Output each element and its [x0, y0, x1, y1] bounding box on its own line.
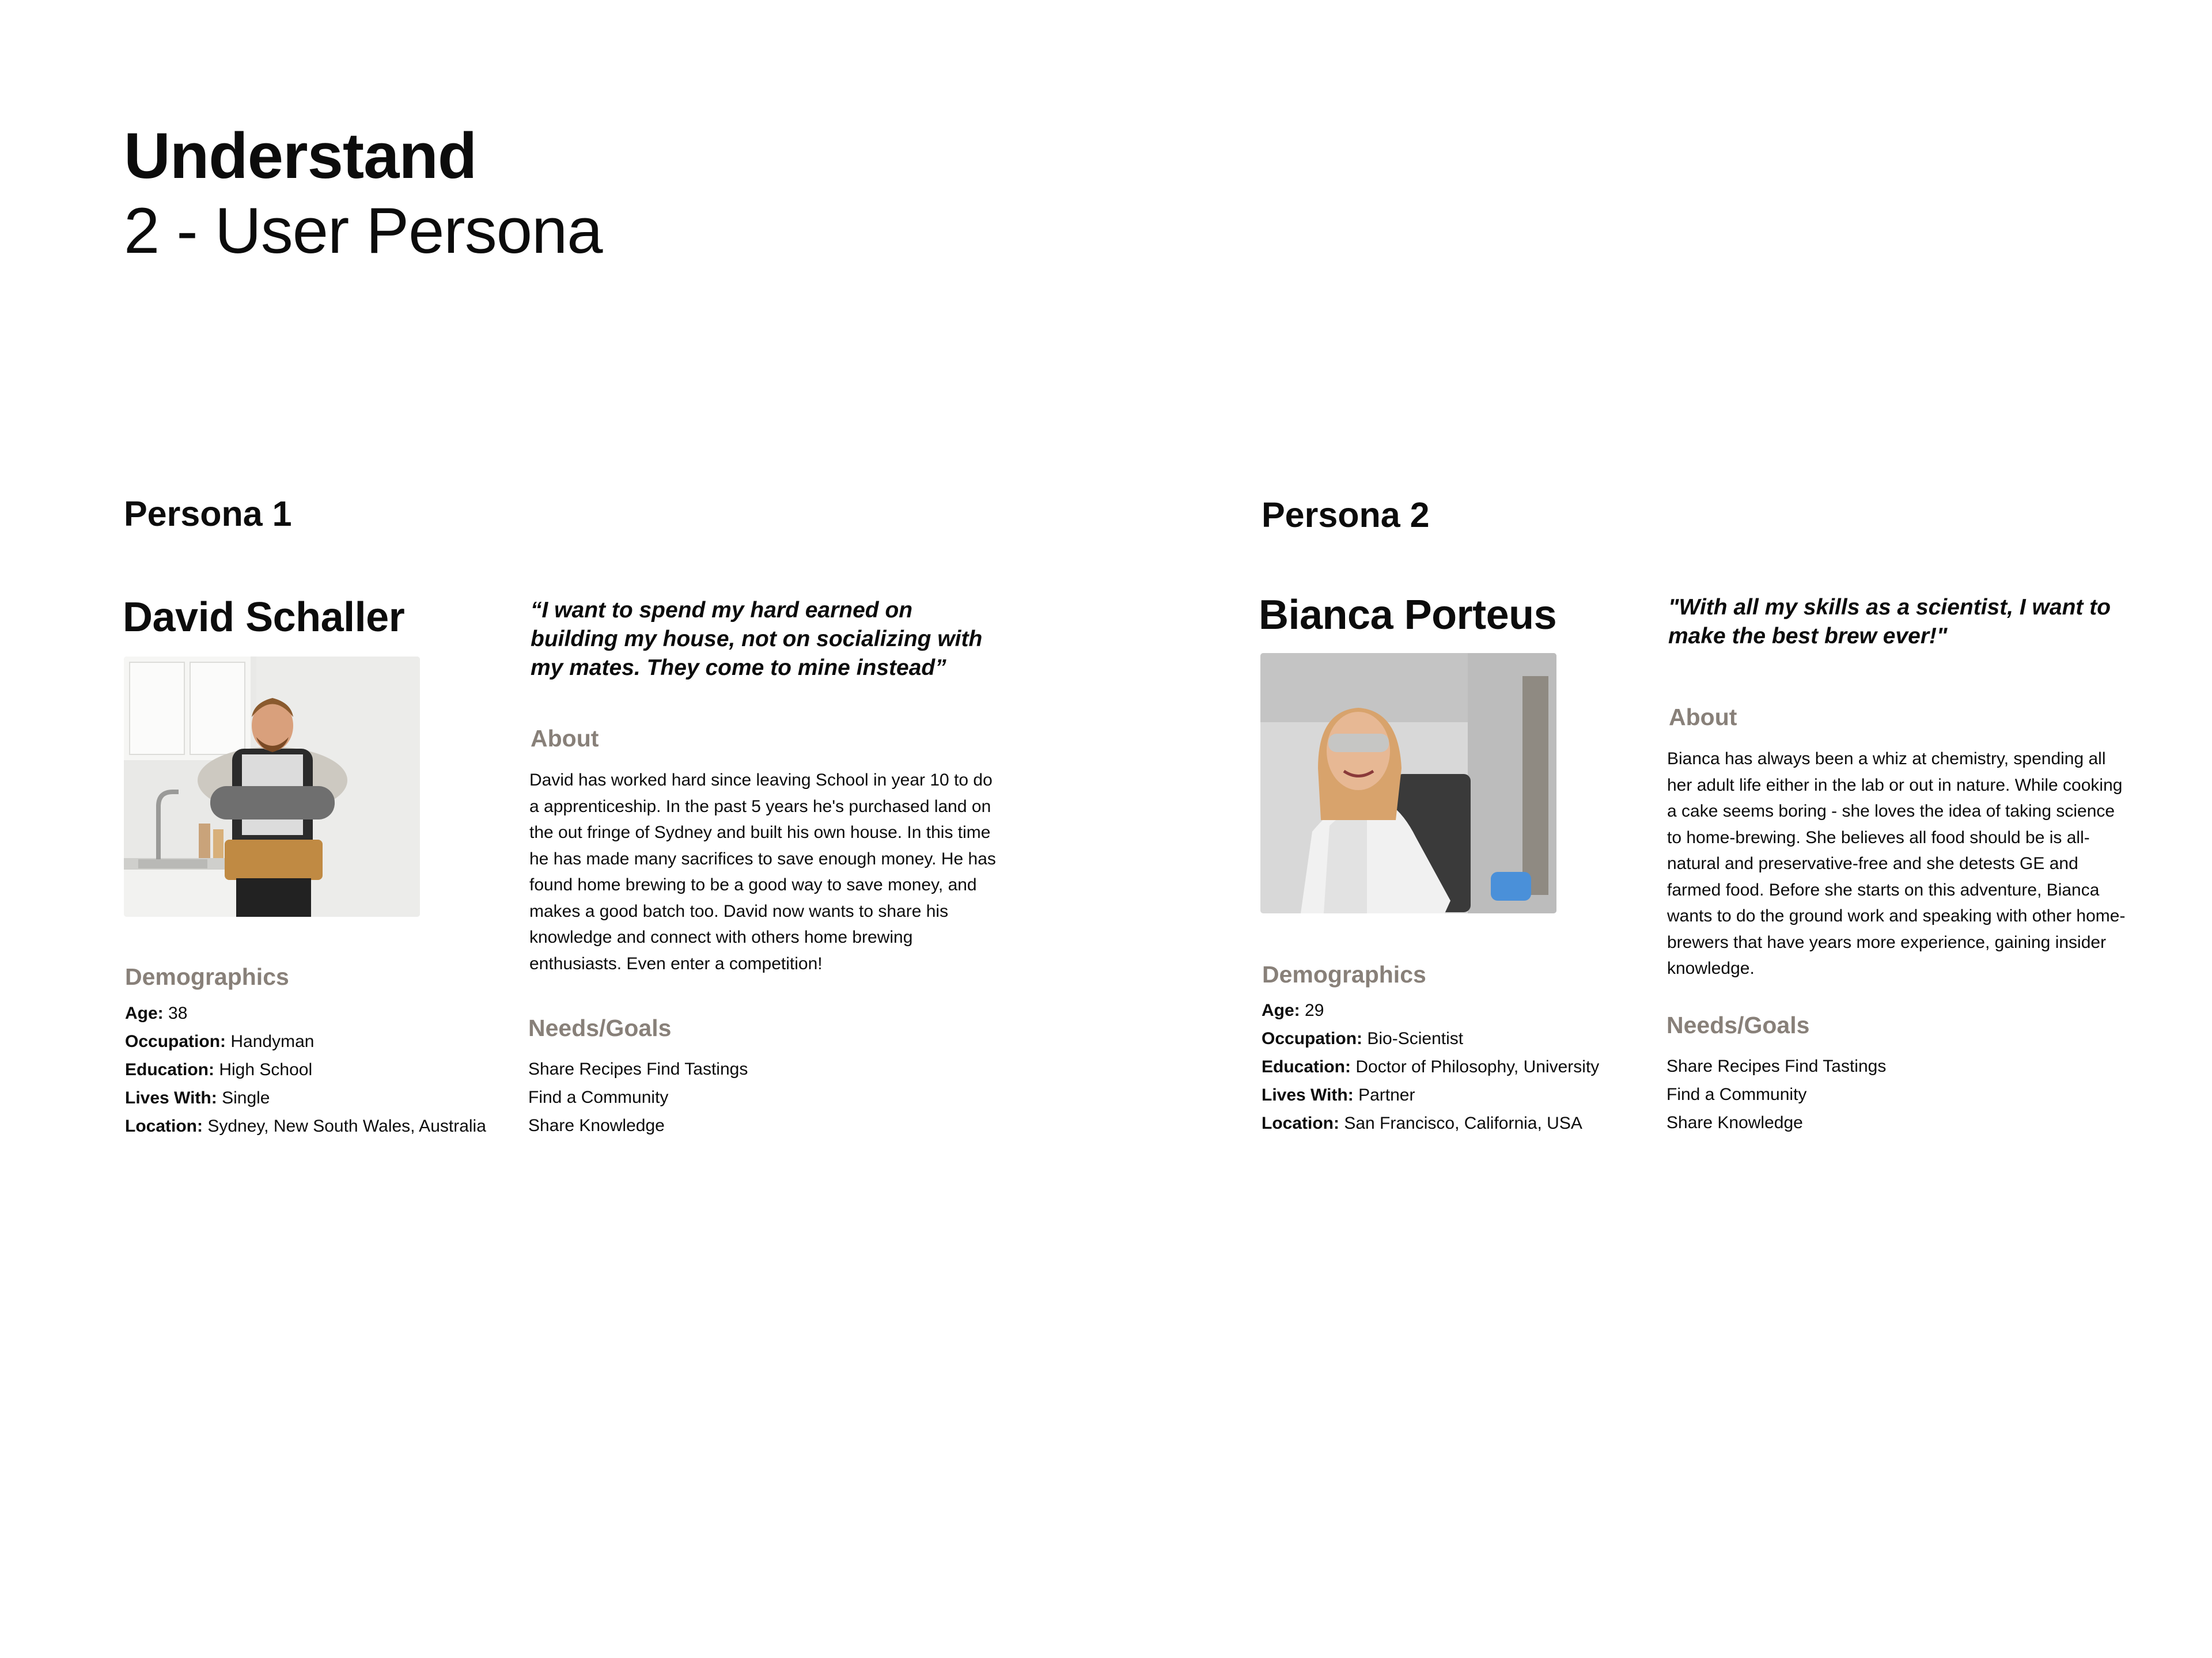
demographic-label: Location: [1262, 1114, 1339, 1133]
needs-item: Share Knowledge [528, 1116, 665, 1135]
demographic-value: 29 [1305, 1001, 1324, 1020]
persona-photo [1260, 653, 1556, 913]
about-text: David has worked hard since leaving School in year 10 to do a apprenticeship. In the past 5 years he's purchased land on the out fringe of Sydney and built his own house. In this time he has made many sacrifices to save enough money. He has found home brewing to be a good way to save money, and makes a good batch too. David now wants to share his knowledge and connect with others home brewing enthusiasts. Even enter a competition! [529, 771, 996, 973]
demographic-row [1262, 1081, 1599, 1109]
demographic-row [125, 1112, 486, 1140]
demographic-value: High School [219, 1060, 313, 1079]
demographic-label: Education: [1262, 1057, 1351, 1076]
needs-item: Find a Community [1666, 1085, 1807, 1104]
demographic-label: Lives With: [125, 1088, 217, 1107]
persona-photo [124, 657, 420, 917]
demographic-row [1262, 1109, 1599, 1137]
demographic-row [1262, 1025, 1599, 1053]
demographic-value: Bio-Scientist [1367, 1029, 1464, 1048]
demographic-label: Location: [125, 1117, 203, 1136]
page-title: Understand [124, 120, 477, 192]
needs-item: Share Recipes Find Tastings [528, 1060, 748, 1079]
demographic-row [1262, 1053, 1599, 1081]
needs-list [528, 1055, 748, 1140]
persona-quote: "With all my skills as a scientist, I want to make the best brew ever!" [1668, 595, 2111, 648]
needs-heading: Needs/Goals [528, 1015, 672, 1041]
persona-name: Bianca Porteus [1259, 592, 1557, 638]
persona-label: Persona 1 [124, 494, 292, 533]
persona-quote: “I want to spend my hard earned on building my house, not on socializing with my mates. They come to mine instead” [531, 598, 983, 680]
demographic-value: San Francisco, California, USA [1344, 1114, 1582, 1133]
demographic-value: Doctor of Philosophy, University [1355, 1057, 1600, 1076]
demographics-list [125, 999, 486, 1140]
needs-heading: Needs/Goals [1666, 1012, 1810, 1038]
demographic-row [125, 1056, 486, 1084]
demographic-value: 38 [168, 1004, 188, 1023]
demographic-row [125, 999, 486, 1027]
about-heading: About [531, 725, 599, 752]
persona-label: Persona 2 [1262, 495, 1430, 534]
demographic-value: Single [222, 1088, 270, 1107]
demographic-label: Age: [1262, 1001, 1300, 1020]
demographics-heading: Demographics [125, 963, 289, 990]
needs-item: Find a Community [528, 1088, 669, 1107]
demographic-row [1262, 996, 1599, 1025]
demographic-row [125, 1027, 486, 1056]
demographic-value: Sydney, New South Wales, Australia [207, 1117, 486, 1136]
needs-item: Share Knowledge [1666, 1113, 1803, 1132]
persona-name: David Schaller [123, 594, 405, 640]
needs-list [1666, 1052, 1886, 1137]
about-text: Bianca has always been a whiz at chemistry, spending all her adult life either in the lab or out in nature. While cooking a cake seems boring - she loves the idea of taking science to home-brewing. She believes all food should be is all-natural and preservative-free and she detests GE and farmed food. Before she starts on this adventure, Bianca wants to do the ground work and speaking with other home-brewers that have years more experience, gaining insider knowledge. [1667, 749, 2126, 978]
demographic-label: Occupation: [1262, 1029, 1363, 1048]
demographics-list [1262, 996, 1599, 1137]
needs-item: Share Recipes Find Tastings [1666, 1057, 1887, 1076]
demographic-label: Occupation: [125, 1032, 226, 1051]
demographic-value: Partner [1358, 1086, 1415, 1105]
demographics-heading: Demographics [1262, 961, 1426, 988]
demographic-value: Handyman [230, 1032, 315, 1051]
about-heading: About [1669, 704, 1737, 730]
page-subtitle: 2 - User Persona [124, 195, 603, 267]
demographic-label: Lives With: [1262, 1086, 1354, 1105]
demographic-label: Education: [125, 1060, 214, 1079]
demographic-row [125, 1084, 486, 1112]
demographic-label: Age: [125, 1004, 164, 1023]
